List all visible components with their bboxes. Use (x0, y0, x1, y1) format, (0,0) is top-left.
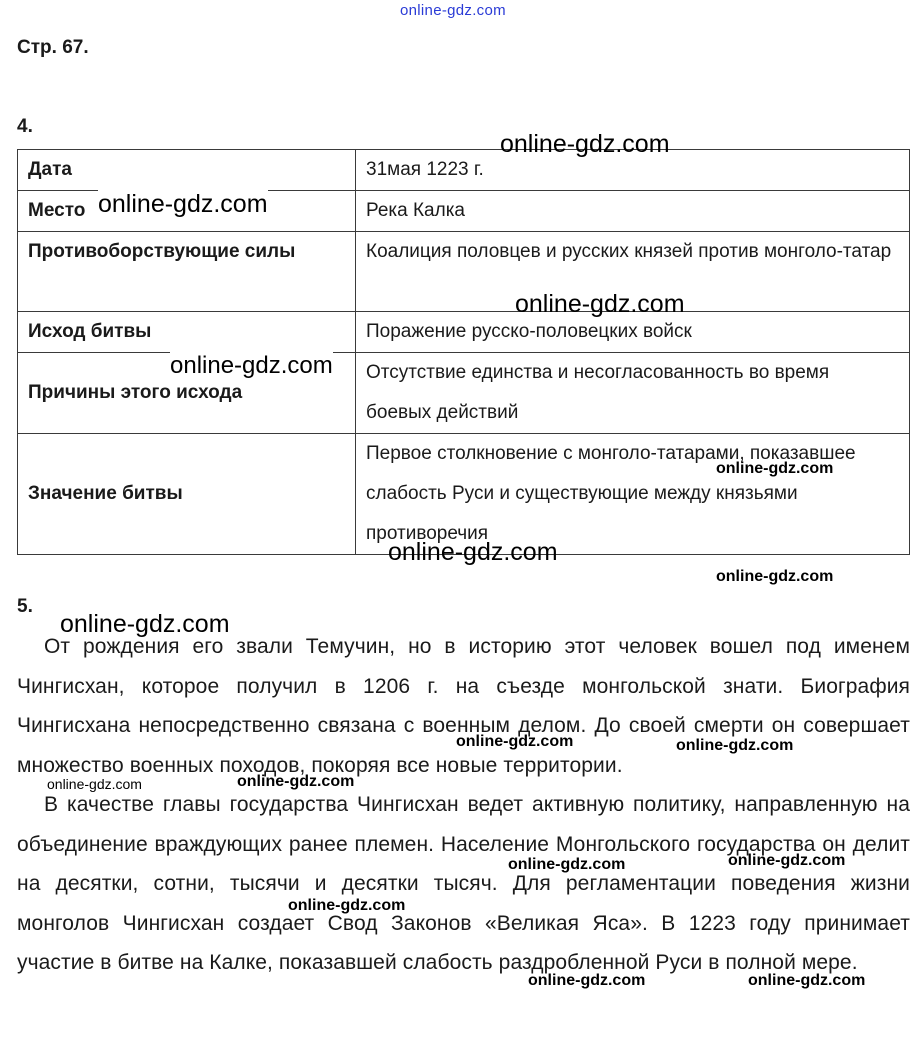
watermark: online-gdz.com (508, 856, 626, 873)
paragraph-2: В качестве главы государства Чингисхан ведет активную политику, направленную на объединение враждующих ранее племен. Население Монгольского государства он делит на десятки, сотни, тысячи и десятки тысяч. Для регламентации поведения жизни монголов Чингисхан создает Свод Законов «Великая Яса». В 1223 году принимает участие в битве на Калке, показавшей слабость раздробленной Руси в полной мере. (17, 793, 910, 974)
task5-number: 5. (17, 596, 33, 617)
table-row (18, 434, 910, 555)
watermark: online-gdz.com (748, 972, 866, 989)
watermark: online-gdz.com (60, 610, 230, 638)
row-key: Место (18, 191, 356, 232)
row-value: Река Калка (356, 191, 910, 232)
table-row (18, 353, 910, 434)
task4-number: 4. (17, 116, 33, 137)
row-key: Дата (18, 150, 356, 191)
table-row (18, 150, 910, 191)
watermark: online-gdz.com (170, 352, 333, 379)
row-key: Противоборствующие силы (18, 232, 356, 312)
row-value: 31мая 1223 г. (356, 150, 910, 191)
watermark: online-gdz.com (288, 897, 406, 914)
watermark: online-gdz.com (676, 737, 794, 754)
watermark: online-gdz.com (515, 290, 685, 318)
table-row (18, 232, 910, 312)
watermark: online-gdz.com (388, 538, 558, 566)
row-key: Исход битвы (18, 312, 356, 353)
watermark: online-gdz.com (98, 190, 268, 218)
row-value: Коалиция половцев и русских князей против монголо-татар (356, 232, 910, 312)
header-watermark: online-gdz.com (400, 2, 506, 19)
table-row (18, 312, 910, 353)
row-key: Причины этого исхода (18, 353, 356, 434)
watermark: online-gdz.com (47, 776, 142, 792)
paragraph-1: От рождения его звали Темучин, но в историю этот человек вошел под именем Чингисхан, которое получил в 1206 г. на съезде монгольской знати. Биография Чингисхана непосредственно связана с военным делом. До своей смерти он совершает множество военных походов, покоряя все новые территории. (17, 635, 910, 777)
row-value: Поражение русско-половецких войск (356, 312, 910, 353)
watermark: online-gdz.com (456, 733, 574, 750)
row-value: Первое столкновение с монголо-татарами, показавшее слабость Руси и существующие между князьями противоречия (356, 434, 910, 555)
watermark: online-gdz.com (728, 852, 846, 869)
row-key: Значение битвы (18, 434, 356, 555)
watermark: online-gdz.com (528, 972, 646, 989)
watermark: online-gdz.com (237, 773, 355, 790)
watermark: online-gdz.com (500, 130, 670, 158)
row-value: Отсутствие единства и несогласованность во время боевых действий (356, 353, 910, 434)
page-label: Стр. 67. (17, 37, 89, 58)
watermark: online-gdz.com (716, 568, 834, 585)
watermark: online-gdz.com (716, 460, 834, 477)
